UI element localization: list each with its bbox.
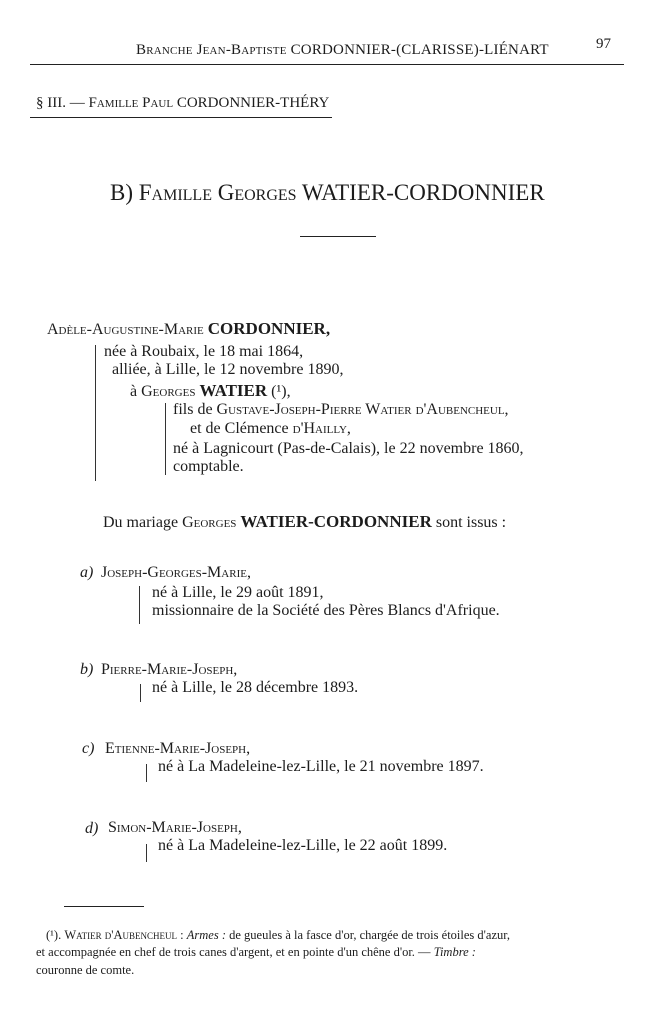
spouse-birth: né à Lagnicourt (Pas-de-Calais), le 22 novembre 1860, [173,440,524,457]
page-number: 97 [596,36,611,52]
footnote-text-1: de gueules à la fasce d'or, chargée de trois étoiles d'azur, [229,928,511,942]
child-b-bracket [140,684,141,702]
heading-title-prefix: Famille Georges [138,180,297,205]
child-b-name: Pierre-Marie-Joseph, [101,661,238,678]
person-marriage: alliée, à Lille, le 12 novembre 1890, [112,361,344,378]
spouse-occupation: comptable. [173,458,244,475]
spouse-footnote-ref: (¹), [271,383,291,400]
issue-name: WATIER-CORDONNIER [240,512,432,531]
section-number: § III. — [36,95,85,111]
person-bracket [95,345,96,481]
child-d-name: Simon-Marie-Joseph, [108,819,242,836]
spouse-bracket [165,403,166,475]
spouse-line [130,381,291,401]
spouse-surname: WATIER [199,381,268,400]
spouse-mother-prefix: et de Clémence [190,420,289,437]
child-a-letter: a) [80,564,94,581]
child-c-letter: c) [82,740,95,757]
heading-letter: B) [110,180,133,205]
footnote-marker: (¹). [46,928,62,942]
spouse-father-prefix: fils de [173,401,213,418]
section-underline [30,117,332,118]
heading-rule [300,236,376,237]
person-birth: née à Roubaix, le 18 mai 1864, [104,343,304,360]
person-given-names: Adèle-Augustine-Marie [47,321,204,338]
child-a-occupation: missionnaire de la Société des Pères Blancs d'Afrique. [152,602,500,619]
person-surname: CORDONNIER, [207,319,331,338]
footnote-line-3: couronne de comte. [36,963,135,977]
issue-prefix: Du mariage [103,514,179,531]
footnote-text-2: et accompagnée en chef de trois canes d'argent, et en pointe d'un chêne d'or. — [36,945,431,959]
running-title-prefix: Branche Jean-Baptiste [136,42,287,58]
footnote-timbre-label: Timbre : [433,945,476,959]
section-title-prefix: Famille Paul [88,95,174,111]
spouse-mother-name: d'Hailly, [292,420,351,437]
child-b-letter: b) [80,661,94,678]
issue-suffix: sont issus : [435,514,507,531]
header-rule [30,64,624,65]
running-title-name: CORDONNIER-(CLARISSE)-LIÉNART [290,42,549,58]
running-header [136,42,549,59]
issue-intro [103,512,506,532]
spouse-prefix: à [130,383,138,400]
spouse-father-line [173,401,509,419]
issue-given: Georges [182,514,237,531]
child-b-birth: né à Lille, le 28 décembre 1893. [152,679,359,696]
person-name [47,319,330,339]
child-c-bracket [146,764,147,782]
child-d-letter: d) [85,820,99,837]
child-d-birth: né à La Madeleine-lez-Lille, le 22 août 1899. [158,837,448,854]
child-c-name: Etienne-Marie-Joseph, [105,740,251,757]
child-d-bracket [146,844,147,862]
heading-title-name: WATIER-CORDONNIER [301,180,545,205]
spouse-mother-line [190,420,351,438]
child-a-bracket [139,586,140,624]
spouse-father-name: Gustave-Joseph-Pierre Watier d'Aubencheul, [216,401,509,418]
footnote-name: Watier d'Aubencheul : [64,928,184,942]
child-a-name: Joseph-Georges-Marie, [101,564,251,581]
page-heading [110,180,545,206]
footnote-armes-label: Armes : [186,928,226,942]
child-c-birth: né à La Madeleine-lez-Lille, le 21 novembre 1897. [158,758,484,775]
section-label [36,95,329,112]
section-title-name: CORDONNIER-THÉRY [176,95,330,111]
footnote-line-2 [36,945,476,960]
footnote-rule [64,906,144,907]
child-a-birth: né à Lille, le 29 août 1891, [152,584,324,601]
footnote-line-1 [46,928,510,943]
spouse-given-name: Georges [141,383,196,400]
